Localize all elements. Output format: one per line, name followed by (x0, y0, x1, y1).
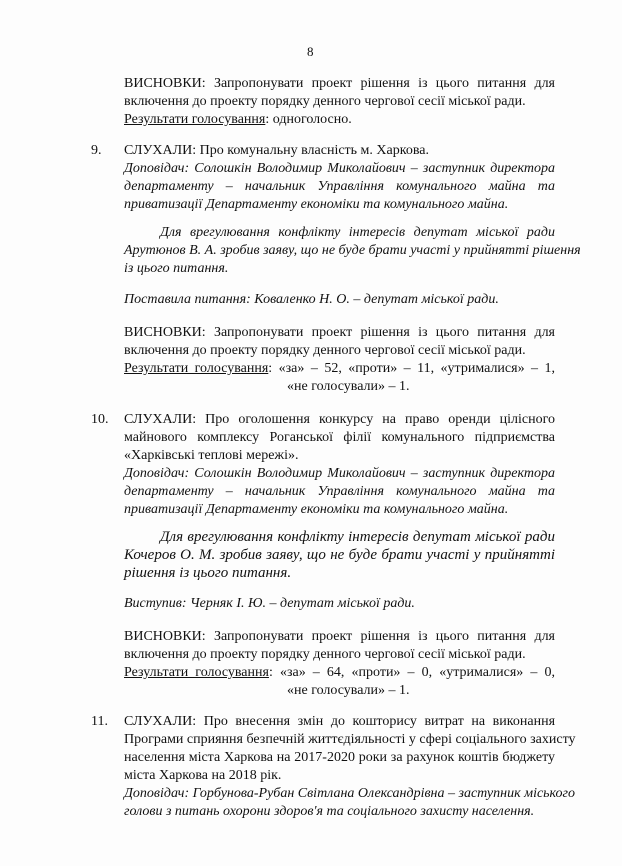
raised-by: Поставила питання: Коваленко Н. О. – депутат міської ради. (124, 292, 499, 307)
speaker-line: департаменту – начальник Управління комунального майна та (124, 484, 555, 499)
conclusions-text: Запропонувати проект рішення із цього питання для (213, 629, 555, 644)
voting-results-label: Результати голосування (124, 665, 269, 680)
voting-results (124, 361, 555, 377)
voting-results-label: Результати голосування (124, 361, 269, 376)
voting-results-value: : «за» – 52, «проти» – 11, «утрималися» – 1, (268, 361, 555, 376)
voting-results-label: Результати голосування (124, 112, 266, 127)
conclusions-line (124, 325, 555, 341)
speaker-line: департаменту – начальник Управління комунального майна та (124, 179, 555, 194)
conclusions-line (124, 76, 555, 92)
speaker-line: Доповідач: Солошкін Володимир Миколайович – заступник директора (124, 161, 555, 176)
speaker-line: приватизації Департаменту економіки та комунального майна. (124, 197, 509, 212)
conflict-statement: Арутюнов В. А. зробив заяву, що не буде брати участі у прийнятті рішення (124, 243, 581, 258)
conclusions-text: Запропонувати проект рішення із цього питання для (213, 325, 555, 340)
conclusions-line-2: включення до проекту порядку денного чергової сесії міської ради. (124, 94, 526, 109)
conclusions-text: Запропонувати проект рішення із цього питання для (213, 76, 555, 91)
conclusions-line (124, 629, 555, 645)
speaker-line: голови з питань охорони здоров'я та соціального захисту населення. (124, 804, 535, 819)
conclusions-label: ВИСНОВКИ: (124, 325, 206, 340)
conflict-statement: Кочеров О. М. зробив заяву, що не буде брати участі у прийнятті (124, 547, 555, 563)
heard-label: СЛУХАЛИ: (124, 714, 197, 729)
conclusions-line-2: включення до проекту порядку денного чергової сесії міської ради. (124, 647, 526, 662)
speaker-line: Доповідач: Горбунова-Рубан Світлана Олександрівна – заступник міського (124, 786, 576, 801)
item-number: 10. (91, 412, 109, 427)
voting-results-value: : «за» – 64, «проти» – 0, «утрималися» – 0, (268, 665, 555, 680)
speaker-line: приватизації Департаменту економіки та комунального майна. (124, 502, 509, 517)
heard-line (124, 714, 555, 730)
heard-line (124, 143, 429, 159)
conclusions-label: ВИСНОВКИ: (124, 76, 206, 91)
item-number: 9. (91, 143, 102, 158)
heard-text: Про комунальну власність м. Харкова. (199, 143, 429, 158)
heard-text: Про внесення змін до кошторису витрат на виконання (203, 714, 556, 729)
heard-text-line: населення міста Харкова на 2017-2020 роки за рахунок коштів бюджету (124, 750, 555, 765)
voting-results (124, 112, 352, 128)
conflict-statement: Для врегулювання конфлікту інтересів депутат міської ради (160, 225, 555, 240)
conclusions-label: ВИСНОВКИ: (124, 629, 206, 644)
conflict-statement: із цього питання. (124, 261, 229, 276)
page-number: 8 (307, 44, 314, 59)
voting-results-value: : одноголосно. (265, 112, 352, 127)
item-number: 11. (91, 714, 108, 729)
voting-results (124, 665, 555, 681)
conflict-statement: рішення із цього питання. (124, 565, 292, 581)
spoke-by: Виступив: Черняк І. Ю. – депутат міської ради. (124, 596, 415, 611)
heard-text-line: Програми сприяння безпечній життєдіяльності у сфері соціального захисту (124, 732, 576, 747)
conflict-statement: Для врегулювання конфлікту інтересів депутат міської ради (160, 529, 555, 545)
heard-text-line: майнового комплексу Роганської філії комунального підприємства (124, 430, 555, 445)
heard-label: СЛУХАЛИ: (124, 412, 197, 427)
heard-line (124, 412, 555, 428)
heard-text: Про оголошення конкурсу на право оренди цілісного (205, 412, 555, 427)
heard-label: СЛУХАЛИ: (124, 143, 197, 158)
speaker-line: Доповідач: Солошкін Володимир Миколайович – заступник директора (124, 466, 555, 481)
voting-results-line-2: «не голосували» – 1. (287, 379, 410, 394)
heard-text-line: міста Харкова на 2018 рік. (124, 768, 282, 783)
heard-text-line: «Харківські теплові мережі». (124, 448, 299, 463)
conclusions-line-2: включення до проекту порядку денного чергової сесії міської ради. (124, 343, 526, 358)
voting-results-line-2: «не голосували» – 1. (287, 683, 410, 698)
